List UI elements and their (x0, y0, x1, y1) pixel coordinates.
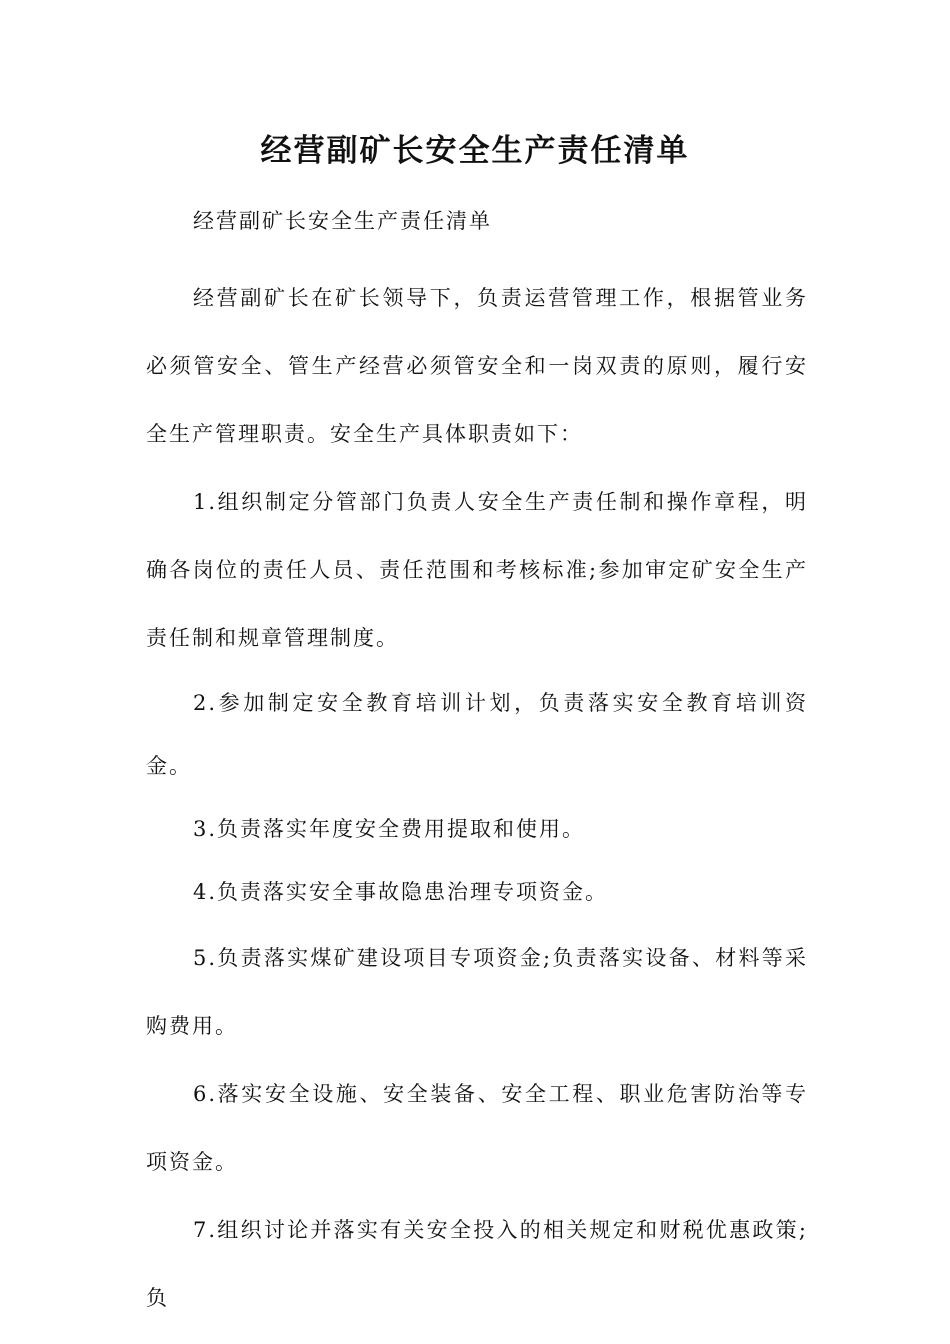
paragraph-item-2: 2.参加制定安全教育培训计划，负责落实安全教育培训资金。 (146, 691, 808, 778)
paragraph-item-5: 5.负责落实煤矿建设项目专项资金;负责落实设备、材料等采购费用。 (146, 946, 808, 1038)
document-title: 经营副矿长安全生产责任清单 (260, 133, 690, 169)
document-body (146, 264, 808, 1332)
paragraph-item-7: 7.组织讨论并落实有关安全投入的相关规定和财税优惠政策;负 (146, 1218, 808, 1310)
paragraph-intro: 经营副矿长在矿长领导下，负责运营管理工作，根据管业务必须管安全、管生产经营必须管安全和一岗双责的原则，履行安全生产管理职责。安全生产具体职责如下： (146, 286, 808, 446)
document-subtitle: 经营副矿长安全生产责任清单 (193, 209, 492, 233)
paragraph-item-6: 6.落实安全设施、安全装备、安全工程、职业危害防治等专项资金。 (146, 1082, 808, 1174)
paragraph-item-1: 1.组织制定分管部门负责人安全生产责任制和操作章程，明确各岗位的责任人员、责任范围和考核标准;参加审定矿安全生产责任制和规章管理制度。 (146, 490, 808, 650)
paragraph-item-4: 4.负责落实安全事故隐患治理专项资金。 (193, 880, 609, 904)
paragraph-item-3: 3.负责落实年度安全费用提取和使用。 (193, 817, 586, 841)
